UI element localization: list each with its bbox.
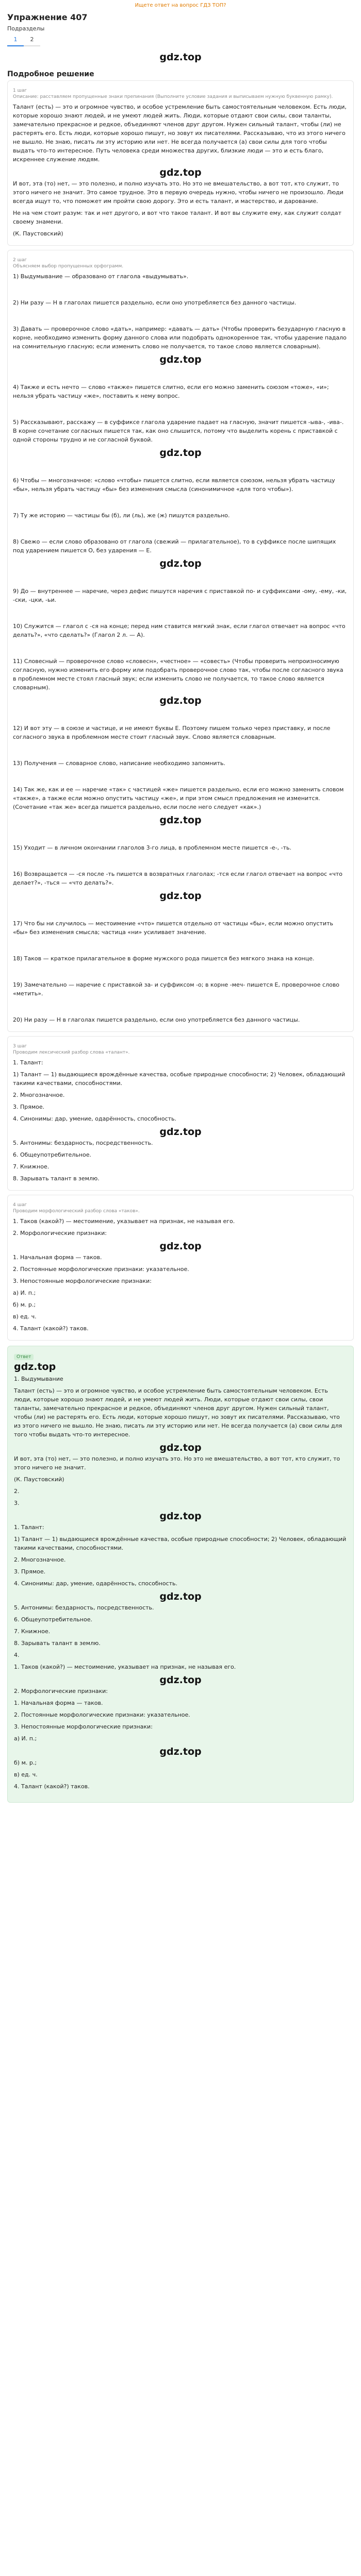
step-2-item: 12) И вот эту — в союзе и частице, и не имеют буквы Е. Поэтому пишем только через приставку, и после согласного звука в проблемном месте стоит гласный звук. Слово является словарным. xyxy=(13,725,331,740)
step-4-item: 4. Талант (какой?) таков. xyxy=(13,1325,89,1332)
step-2-description: Объясняем выбор пропущенных орфограмм. xyxy=(13,264,124,269)
step-2-item: 10) Служится — глагол с -ся на конце; перед ним ставится мягкий знак, если глагол отвечает на вопрос «что делать?», «что сделать?» (Глагол 2 л. — А). xyxy=(13,623,346,638)
step-2-item: 4) Также и есть нечто — слово «также» пишется слитно, если его можно заменить союзом «тоже», «и»; нельзя убрать частицу «же», поставить к нему вопрос. xyxy=(13,384,329,399)
watermark: gdz.top xyxy=(159,1442,202,1453)
watermark: gdz.top xyxy=(159,558,202,569)
answer-item: 2. Постоянные морфологические признаки: указательное. xyxy=(14,1711,190,1718)
step-3-item: 7. Книжное. xyxy=(13,1163,50,1170)
watermark: gdz.top xyxy=(159,1591,202,1602)
step-2-item: 2) Ни разу — Н в глаголах пишется раздельно, если оно употребляется без данного частицы. xyxy=(13,299,297,306)
answer-item: 3. xyxy=(14,1500,20,1506)
watermark: gdz.top xyxy=(159,447,202,459)
watermark: gdz.top xyxy=(159,1746,202,1757)
step-4-item: 3. Непостоянные морфологические признаки: xyxy=(13,1278,152,1284)
answer-card xyxy=(7,1346,354,1803)
page-title: Упражнение 407 xyxy=(7,12,88,22)
step-2-item: 1) Выдумывание — образовано от глагола «выдумывать». xyxy=(13,273,189,280)
tab-1[interactable]: 1 xyxy=(7,34,24,46)
subsection-tabs xyxy=(7,34,354,46)
watermark: gdz.top xyxy=(159,1511,202,1522)
step-4-item: б) м. р.; xyxy=(13,1301,36,1308)
answer-item: а) И. п.; xyxy=(14,1735,37,1742)
step-1-card xyxy=(7,80,354,246)
step-1-paragraph: Не на чем стоит разум: так и нет другого, и вот что такое талант. И вот вы служите ему, как служит солдат своему знамени. xyxy=(13,210,341,225)
answer-item: 1. Начальная форма — таков. xyxy=(14,1700,103,1706)
watermark: gdz.top xyxy=(159,695,202,706)
answer-item: И вот, эта (то) нет, — это полезно, и полно изучать это. Но это не вмешательство, а вот тот, кто служит, то этого ничего не значит. xyxy=(14,1455,340,1471)
answer-item: (К. Паустовский) xyxy=(14,1476,64,1483)
answer-item: 3. Непостоянные морфологические признаки: xyxy=(14,1723,153,1730)
step-1-paragraph: И вот, эта (то) нет, — это полезно, и полно изучать это. Но это не вмешательство, а вот тот, кто служит, то этого ничего не значит. Это самое трудное. Это в первую очередь нужно, чтобы ничего не произошло. Люди всегда ищут то, что поможет им пройти свою дорогу. Это и есть талант, и мастерство, и дарование. xyxy=(13,180,343,205)
step-4-item: 1. Начальная форма — таков. xyxy=(13,1254,102,1261)
subsections-label: Подразделы xyxy=(7,25,45,32)
step-2-item: 19) Замечательно — наречие с приставкой за- и суффиксом -о; в корне -меч- пишется Е, проверочное слово «метить». xyxy=(13,981,340,997)
answer-item: 1. Талант: xyxy=(14,1524,44,1531)
answer-item: 2. xyxy=(14,1488,20,1495)
step-3-item: 1) Талант — 1) выдающиеся врождённые качества, особые природные способности; 2) Человек, обладающий такими качествами, способностями. xyxy=(13,1071,346,1087)
tab-2[interactable]: 2 xyxy=(24,34,40,46)
watermark: gdz.top xyxy=(159,815,202,826)
step-4-item: 2. Морфологические признаки: xyxy=(13,1230,107,1236)
step-2-item: 11) Словесный — проверочное слово «словесн», «честное» — «совесть» (Чтобы проверить непроизносимую согласную, нужно изменить его форму или подобрать проверочное слово так, чтобы после согласного звука в проблемном месте стоял гласный звук; если изменить слово не получается, то такое слово является словарным). xyxy=(13,658,343,691)
step-2-item: 17) Что бы ни случилось — местоимение «что» пишется отдельно от частицы «бы», если можно опустить «бы» без изменения смысла; частица «ни» усиливает значение. xyxy=(13,920,333,936)
step-2-item: 15) Уходит — в личном окончании глаголов 3-го лица, в проблемном месте пишется -е-, -ть. xyxy=(13,844,292,851)
step-4-description: Проводим морфологический разбор слова «таков». xyxy=(13,1209,140,1214)
answer-badge: Ответ xyxy=(14,1354,34,1360)
answer-item: 7. Книжное. xyxy=(14,1628,51,1635)
watermark: gdz.top xyxy=(159,890,202,902)
step-3-item: 2. Многозначное. xyxy=(13,1092,65,1098)
top-banner-link[interactable]: Ищете ответ на вопрос ГДЗ ТОП? xyxy=(135,3,226,8)
step-1-tag: 1 шаг xyxy=(13,88,27,93)
step-1-paragraph: Талант (есть) — это и огромное чувство, и особое устремление быть самостоятельным человеком. Есть люди, которые хорошо знают людей, и не умеют людей жить. Люди, которые отдают свои силы, свои таланты, замечательно прекрасное и редкое, объединяют членов друг другом. Нужен сильный талант, чтобы (ли) не растерять его. Есть люди, которые хорошо пишут, но зовут их писателями. Рассказываю, что из этого ничего не вышло. Не знаю, писать ли эту историю или нет. Не всегда получается (а) свои силы для того чтобы выдать что-то интересное. Путь человека среди множества других, близкие люди — это и есть благо, искреннее служение людям. xyxy=(13,104,347,163)
answer-item: 6. Общеупотребительное. xyxy=(14,1616,92,1623)
watermark: gdz.top xyxy=(159,1241,202,1252)
solution-heading: Подробное решение xyxy=(7,70,94,78)
step-2-item: 3) Давать — проверочное слово «дать», например: «давать — дать» (Чтобы проверить безударную гласную в корне, необходимо изменить форму данного слова или подобрать однокоренное так, чтобы ударение падало на сомнительную гласную; если изменить слово не получается, то такое слово является словарным). xyxy=(13,326,347,350)
step-2-item: 6) Чтобы — многозначное: «слово «чтобы» пишется слитно, если является союзом, нельзя убрать частицу «бы», нельзя убрать частицу «бы» без изменения смысла (синонимичное «для того чтобы»). xyxy=(13,477,335,493)
step-3-tag: 3 шаг xyxy=(13,1044,27,1049)
step-2-item: 18) Таков — краткое прилагательное в форме мужского рода пишется без мягкого знака на конце. xyxy=(13,955,315,962)
watermark: gdz.top xyxy=(159,1674,202,1686)
content xyxy=(0,12,361,1803)
answer-item: 5. Антонимы: бездарность, посредственность. xyxy=(14,1604,154,1611)
step-4-item: а) И. п.; xyxy=(13,1290,36,1296)
step-2-item: 9) До — внутреннее — наречие, через дефис пишутся наречия с приставкой по- и суффиксами -ому, -ему, -ки, -ски, -цки, -ьи. xyxy=(13,588,347,603)
top-banner xyxy=(0,0,361,11)
watermark: gdz.top xyxy=(159,167,202,178)
step-2-item: 8) Свежо — если слово образовано от глагола (свежий — прилагательное), то в суффиксе после шипящих под ударением пишется О, без ударения — Е. xyxy=(13,538,336,554)
step-2-item: 14) Так же, как и ее — наречие «так» с частицей «же» пишется раздельно, если его можно заменить словом «также», а также если можно опустить частицу «же», и при этом смысл предложения не изменится. (Сочетание «так же» всегда пишется раздельно, если после него следует «как».) xyxy=(13,786,344,810)
step-2-card xyxy=(7,250,354,1032)
step-3-item: 6. Общеупотребительное. xyxy=(13,1151,91,1158)
step-3-item: 8. Зарывать талант в землю. xyxy=(13,1175,100,1182)
step-2-item: 7) Ту же историю — частицы бы (б), ли (ль), же (ж) пишутся раздельно. xyxy=(13,512,230,519)
step-3-card xyxy=(7,1036,354,1191)
answer-item: 2. Морфологические признаки: xyxy=(14,1688,108,1694)
step-2-item: 20) Ни разу — Н в глаголах пишется раздельно, если оно употребляется без данного частицы. xyxy=(13,1016,300,1023)
answer-item: Талант (есть) — это и огромное чувство, и особое устремление быть самостоятельным человеком. Есть люди, которые хорошо знают людей, и не умеют людей жить. Люди, которые отдают свои силы, свои таланты, замечательно прекрасное и редкое, объединяют членов друг другом. Нужен сильный талант, чтобы (ли) не растерять его. Есть люди, которые хорошо пишут, но зовут их писателями. Рассказываю, что из этого ничего не вышло. Не знаю, писать ли эту историю или нет. Не всегда получается (а) свои силы для того чтобы выдать что-то интересное. xyxy=(14,1387,342,1438)
answer-item: 4. Талант (какой?) таков. xyxy=(14,1783,90,1790)
step-1-paragraph: (К. Паустовский) xyxy=(13,230,63,237)
watermark: gdz.top xyxy=(159,1126,202,1138)
answer-item: 4. Синонимы: дар, умение, одарённость, способность. xyxy=(14,1580,178,1587)
step-2-item: 16) Возвращается — -ся после -ть пишется в возвратных глаголах; -тся если глагол отвечает на вопрос «что делает?», -ться — «что делать?». xyxy=(13,871,343,886)
watermark: gdz.top xyxy=(159,52,202,63)
answer-item: в) ед. ч. xyxy=(14,1771,38,1778)
step-4-card xyxy=(7,1195,354,1341)
step-3-description: Проводим лексический разбор слова «талант». xyxy=(13,1050,130,1055)
step-4-tag: 4 шаг xyxy=(13,1202,27,1208)
step-4-item: 2. Постоянные морфологические признаки: указательное. xyxy=(13,1266,189,1273)
answer-item: 1) Талант — 1) выдающиеся врождённые качества, особые природные способности; 2) Человек, обладающий такими качествами, способностями. xyxy=(14,1536,347,1551)
step-4-item: в) ед. ч. xyxy=(13,1313,37,1320)
answer-item: 8. Зарывать талант в землю. xyxy=(14,1640,101,1647)
step-1-description: Описание: расставляем пропущенные знаки препинания (Выполните условие задания и выписываем нужную буквенную рамку). xyxy=(13,94,333,99)
step-2-item: 13) Получения — словарное слово, написание необходимо запомнить. xyxy=(13,760,225,767)
answer-item: 3. Прямое. xyxy=(14,1568,46,1575)
step-3-item: 1. Талант: xyxy=(13,1059,43,1066)
answer-item: 1. Выдумывание xyxy=(14,1376,63,1382)
answer-item: 4. xyxy=(14,1652,20,1658)
answer-item: 1. Таков (какой?) — местоимение, указывает на признак, не называя его. xyxy=(14,1664,236,1670)
step-4-item: 1. Таков (какой?) — местоимение, указывает на признак, не называя его. xyxy=(13,1218,235,1225)
watermark: gdz.top xyxy=(159,354,202,365)
step-3-item: 4. Синонимы: дар, умение, одарённость, способность. xyxy=(13,1115,177,1122)
answer-item: б) м. р.; xyxy=(14,1759,37,1766)
step-2-tag: 2 шаг xyxy=(13,258,27,263)
step-3-item: 3. Прямое. xyxy=(13,1104,45,1110)
answer-item: 2. Многозначное. xyxy=(14,1556,66,1563)
step-2-item: 5) Рассказывают, расскажу — в суффиксе глагола ударение падает на гласную, значит пишется -ыва-, -ива-. В корне сочетание согласных пишется так, как оно слышится, потому что выделить корень с приставкой с одной стороны трудно и не согласной буквой. xyxy=(13,419,344,443)
watermark: gdz.top xyxy=(14,1361,56,1372)
step-3-item: 5. Антонимы: бездарность, посредственность. xyxy=(13,1140,153,1146)
